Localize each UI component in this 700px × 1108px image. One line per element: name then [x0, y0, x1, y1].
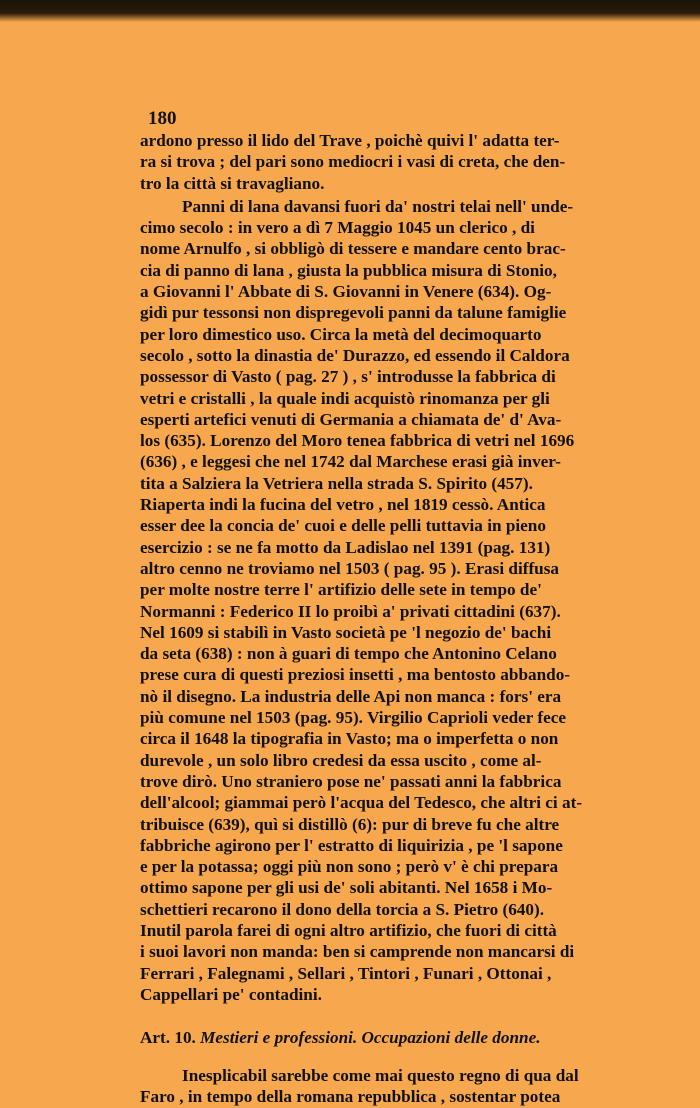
text-line: ottimo sapone per gli usi de' soli abitanti. Nel 1658 i Mo-: [140, 878, 553, 898]
book-page: [140, 108, 645, 1108]
text-line: tribuisce (639), quì si distillò (6): pur di breve fu che altre: [140, 814, 560, 834]
text-line: Normanni : Federico II lo proibì a' privati cittadini (637).: [140, 601, 561, 621]
text-line: Cappellari pe' contadini.: [140, 984, 322, 1004]
text-line: schettieri recarono il dono della torcia a S. Pietro (640).: [140, 899, 544, 919]
scan-top-edge: [0, 0, 700, 22]
text-line: Nel 1609 si stabilì in Vasto società pe 'l negozio de' bachi: [140, 622, 552, 642]
article-number: Art. 10.: [140, 1028, 196, 1048]
text-line: esercizio : se ne fa motto da Ladislao nel 1391 (pag. 131): [140, 537, 551, 557]
text-line: Inutil parola farei di ogni altro artifizio, che fuori di città: [140, 920, 557, 940]
text-line: Inesplicabil sarebbe come mai questo regno di qua dal: [182, 1066, 579, 1086]
paragraph-roman-republic: [140, 1065, 645, 1108]
text-line: trove dirò. Uno straniero pose ne' passati anni la fabbrica: [140, 771, 562, 791]
text-line: tro la città si travagliano.: [140, 173, 325, 193]
text-line: ra si trova ; del pari sono mediocri i vasi di creta, che den-: [140, 152, 566, 172]
text-line: (636) , e leggesi che nel 1742 dal Marchese erasi già inver-: [140, 452, 562, 472]
text-line: per loro dimestico uso. Circa la metà del decimoquarto: [140, 324, 542, 344]
text-line: fabbriche agirono per l' estratto di liquirizia , pe 'l sapone: [140, 835, 563, 855]
article-title: Mestieri e professioni. Occupazioni delle donne.: [200, 1028, 541, 1048]
text-line: circa il 1648 la tipografia in Vasto; ma o imperfetta o non: [140, 729, 559, 749]
paragraph-crafts-industries: [140, 196, 645, 1005]
text-line: e per la potassa; oggi più non sono ; però v' è chi prepara: [140, 857, 559, 877]
text-line: tita a Salziera la Vetriera nella strada S. Spirito (457).: [140, 473, 533, 493]
text-line: gidì pur tessonsi non dispregevoli panni da talune famiglie: [140, 303, 567, 323]
text-line: per molte nostre terre l' artifizio delle sete in tempo de': [140, 580, 542, 600]
page-number: 180: [148, 108, 177, 129]
text-line: cia di panno di lana , giusta la pubblica misura di Stonio,: [140, 260, 557, 280]
text-line: Riaperta indi la fucina del vetro , nel 1819 cessò. Antica: [140, 495, 546, 515]
text-line: Ferrari , Falegnami , Sellari , Tintori , Funari , Ottonai ,: [140, 963, 552, 983]
text-line: los (635). Lorenzo del Moro tenea fabbrica di vetri nel 1696: [140, 431, 575, 451]
text-line: esperti artefici venuti di Germania a chiamata de' d' Ava-: [140, 409, 562, 429]
text-line: cimo secolo : in vero a dì 7 Maggio 1045 un clerico , di: [140, 218, 535, 238]
text-line: dell'alcool; giammai però l'acqua del Tedesco, che altri ci at-: [140, 793, 583, 813]
text-line: possessor di Vasto ( pag. 27 ) , s' introdusse la fabbrica di: [140, 367, 556, 387]
text-line: Panni di lana davansi fuori da' nostri telai nell' unde-: [182, 196, 574, 216]
text-line: nò il disegno. La industria delle Api non manca : fors' era: [140, 686, 562, 706]
section-heading: [140, 1027, 645, 1049]
text-line: Faro , in tempo della romana repubblica , sostentar potea: [140, 1087, 561, 1107]
text-line: vetri e cristalli , la quale indi acquistò rinomanza per gli: [140, 388, 550, 408]
paragraph-glass-pottery-end: [140, 130, 645, 194]
text-line: da seta (638) : non à guari di tempo che Antonino Celano: [140, 644, 557, 664]
text-line: ardono presso il lido del Trave , poichè quivi l' adatta ter-: [140, 131, 560, 150]
text-line: durevole , un solo libro credesi da essa uscito , come al-: [140, 750, 542, 770]
text-line: nome Arnulfo , si obbligò di tessere e mandare cento brac-: [140, 239, 566, 259]
text-line: prese cura di questi preziosi insetti , ma bentosto abbando-: [140, 665, 571, 685]
text-line: esser dee la concia de' cuoi e delle pelli tuttavia in pieno: [140, 516, 546, 536]
text-line: altro cenno ne troviamo nel 1503 ( pag. 95 ). Erasi diffusa: [140, 558, 560, 578]
text-line: i suoi lavori non manda: ben si camprende non mancarsi di: [140, 942, 575, 962]
text-line: secolo , sotto la dinastia de' Durazzo, ed essendo il Caldora: [140, 345, 570, 365]
text-line: più comune nel 1503 (pag. 95). Virgilio Caprioli veder fece: [140, 708, 566, 728]
text-line: a Giovanni l' Abbate di S. Giovanni in Venere (634). Og-: [140, 282, 552, 302]
